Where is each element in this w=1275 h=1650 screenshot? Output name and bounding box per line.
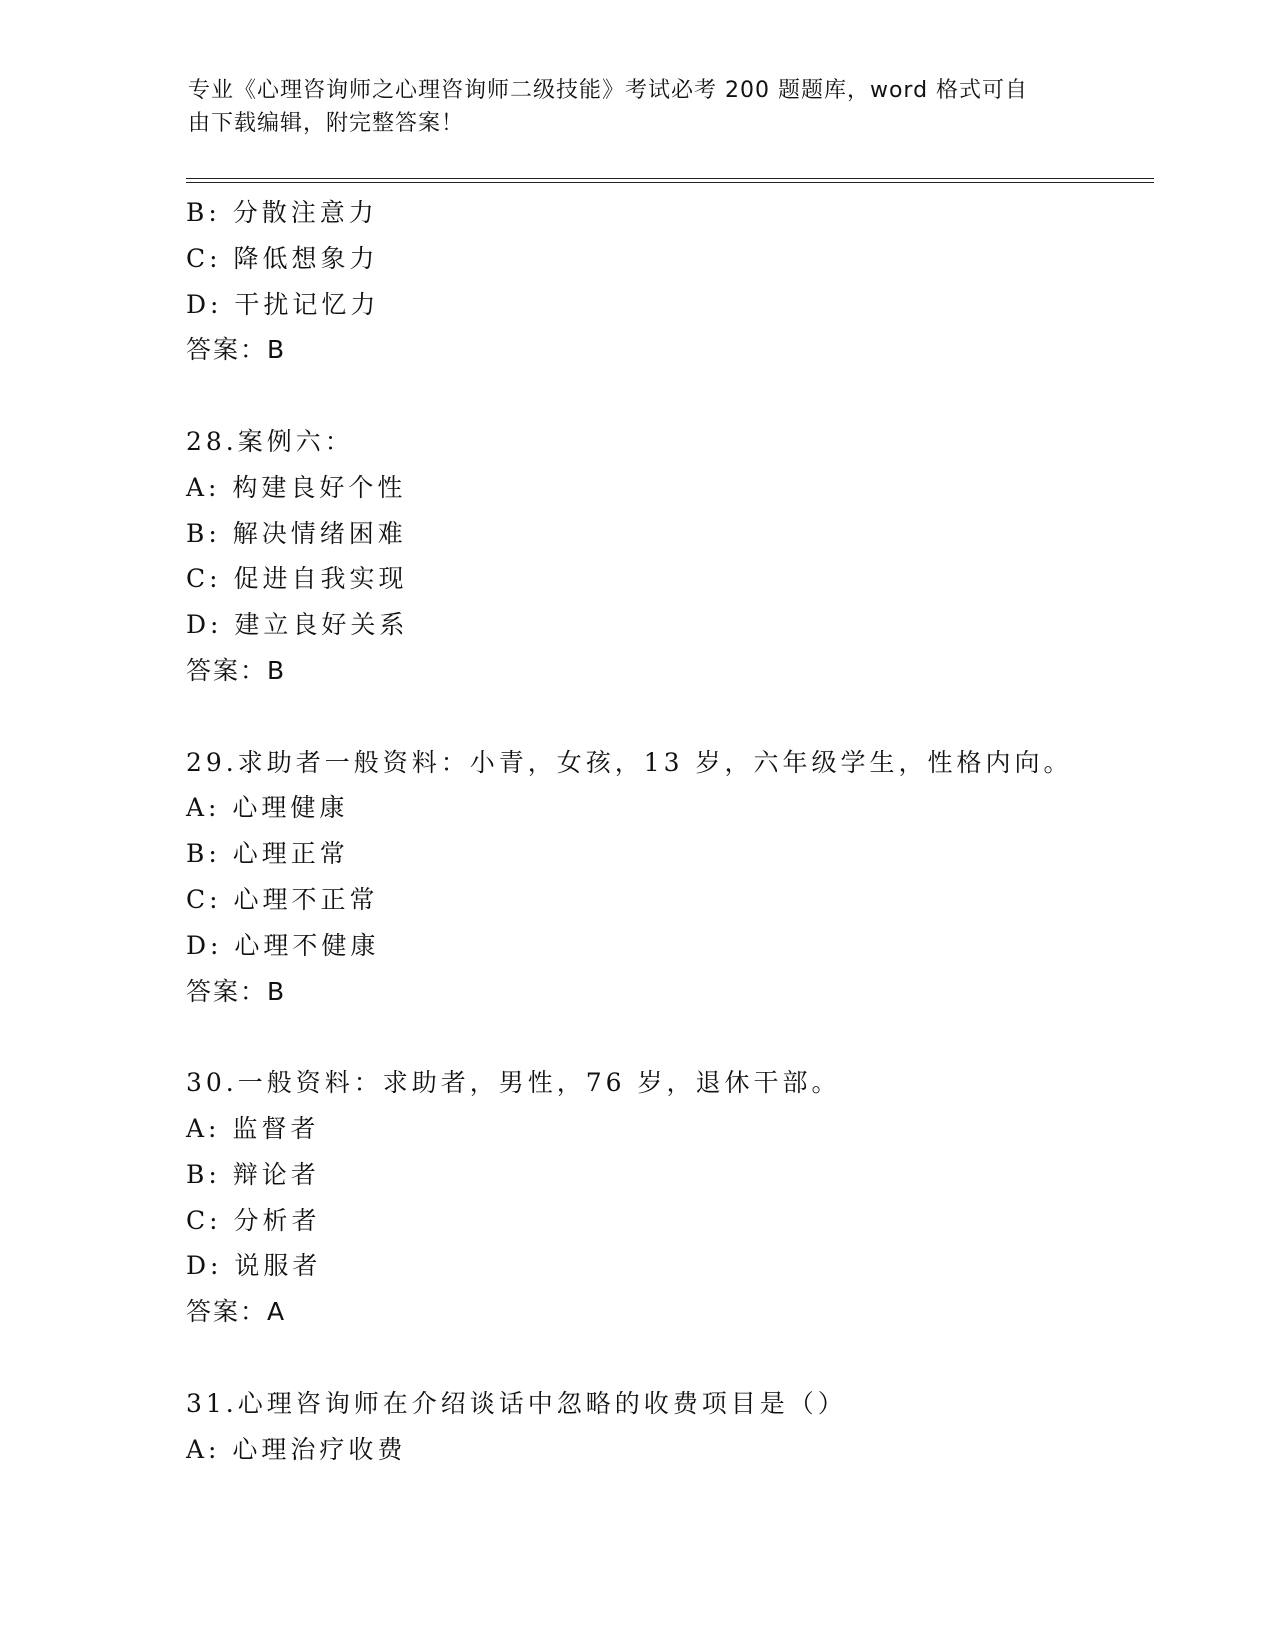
answer: 答案：B xyxy=(186,335,287,365)
option-a: A: 监督者 xyxy=(186,1113,320,1143)
option-d: D: 心理不健康 xyxy=(186,930,380,960)
option-a: A: 构建良好个性 xyxy=(186,472,407,502)
option-b: B: 辩论者 xyxy=(186,1159,320,1189)
question-text: 31.心理咨询师在介绍谈话中忽略的收费项目是（） xyxy=(186,1388,847,1418)
question-28 xyxy=(186,419,1146,694)
question-text: 30.一般资料：求助者，男性，76 岁，退休干部。 xyxy=(186,1068,841,1098)
answer: 答案：B xyxy=(186,976,287,1006)
option-c: C: 心理不正常 xyxy=(186,884,379,914)
option-a: A: 心理健康 xyxy=(186,793,349,823)
question-text: 28.案例六： xyxy=(186,426,354,456)
question-29 xyxy=(186,740,1146,1015)
answer: 答案：A xyxy=(186,1297,287,1327)
option-d: D: 干扰记忆力 xyxy=(186,289,380,319)
option-c: C: 促进自我实现 xyxy=(186,564,408,594)
header-line-1: 专业《心理咨询师之心理咨询师二级技能》考试必考 200 题题库，word 格式可自 xyxy=(188,78,1029,103)
header-line-2: 由下载编辑，附完整答案！ xyxy=(188,111,465,136)
question-27-tail xyxy=(186,190,1146,373)
question-text: 29.求助者一般资料：小青，女孩，13 岁，六年级学生，性格内向。 xyxy=(186,747,1073,777)
option-b: B: 心理正常 xyxy=(186,839,349,869)
header-divider-top xyxy=(186,178,1154,179)
option-b: B: 解决情绪困难 xyxy=(186,518,407,548)
option-c: C: 分析者 xyxy=(186,1205,321,1235)
document-header xyxy=(188,74,1068,140)
header-divider-bottom xyxy=(186,182,1154,183)
option-b: B: 分散注意力 xyxy=(186,198,378,227)
option-d: D: 说服者 xyxy=(186,1251,322,1281)
option-a: A: 心理治疗收费 xyxy=(186,1434,407,1464)
option-c: C: 降低想象力 xyxy=(186,243,379,273)
question-30 xyxy=(186,1060,1146,1335)
question-list xyxy=(186,190,1146,1472)
option-d: D: 建立良好关系 xyxy=(186,610,409,640)
answer: 答案：B xyxy=(186,655,287,685)
question-31 xyxy=(186,1381,1146,1473)
